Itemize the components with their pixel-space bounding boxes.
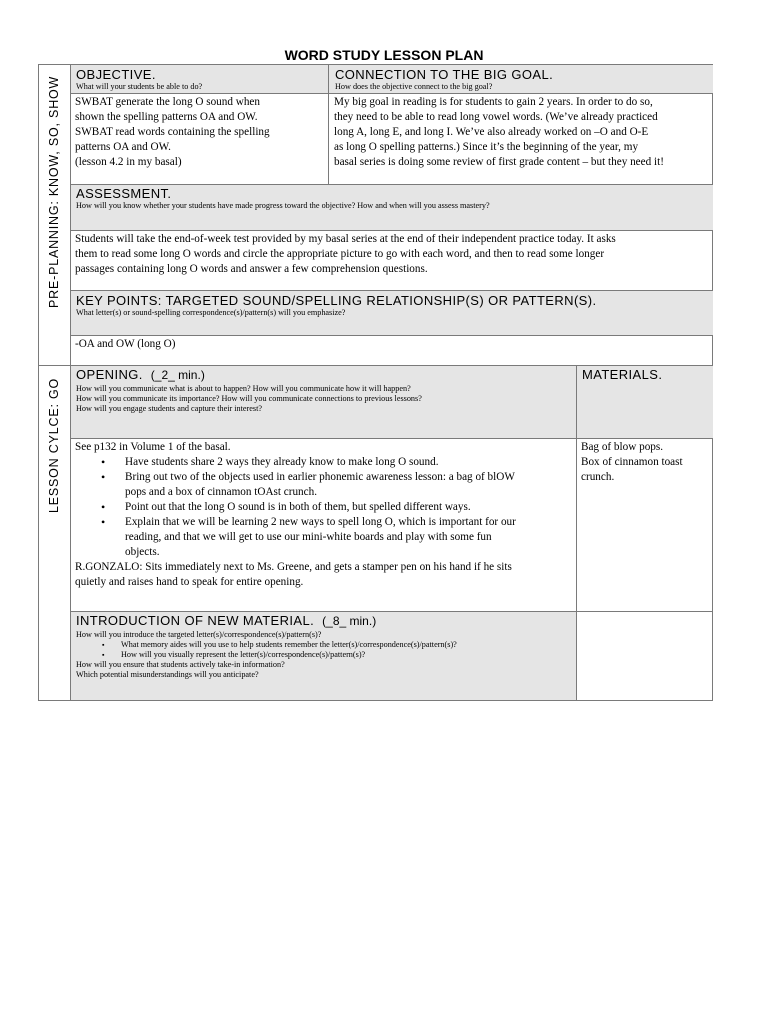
page-title: WORD STUDY LESSON PLAN	[284, 47, 484, 63]
objective-line: patterns OA and OW.	[75, 141, 171, 153]
bullet-line: objects.	[125, 546, 160, 558]
assessment-body	[75, 232, 711, 277]
introduction-title: INTRODUCTION OF NEW MATERIAL.	[76, 613, 315, 628]
introduction-time: (_8_ min.)	[322, 614, 377, 628]
keypoints-header-cell	[76, 293, 706, 318]
connection-question: How does the objective connect to the big goal?	[335, 82, 493, 91]
bullet-line: Have students share 2 ways they already know to make long O sound.	[125, 456, 439, 468]
keypoints-question: What letter(s) or sound-spelling correspondence(s)/pattern(s) will you emphasize?	[76, 308, 346, 317]
bullet-line: reading, and that we will get to use our mini-white boards and play with some fun	[125, 531, 492, 543]
connection-body	[334, 95, 713, 170]
keypoints-body	[75, 337, 705, 352]
materials-header-cell	[582, 367, 710, 382]
opening-bullet	[125, 500, 575, 515]
opening-time: (_2_ min.)	[150, 368, 205, 382]
connection-line: basal series is doing some review of first grade content – but they need it!	[334, 156, 664, 168]
lesson-cycle-label: LESSON CYLCE: GO	[47, 377, 61, 513]
connection-line: as long O spelling patterns.) Since it’s the beginning of the year, my	[334, 141, 639, 153]
lesson-plan-table	[38, 64, 713, 701]
bullet-line: • Bring out two of the objects used in earlier phonemic awareness lesson: a bag of blOW	[125, 471, 515, 483]
opening-note-line: R.GONZALO: Sits immediately next to Ms. Greene, and gets a stamper pen on his hand if he sits	[75, 561, 512, 573]
materials-line: Box of cinnamon toast	[581, 456, 683, 468]
opening-header	[76, 367, 572, 383]
objective-header-cell	[76, 67, 326, 92]
opening-bullet	[125, 455, 575, 470]
connection-line: My big goal in reading is for students to gain 2 years. In order to do so,	[334, 96, 653, 108]
introduction-question: How will you introduce the targeted letter(s)/correspondence(s)/pattern(s)?	[76, 630, 322, 639]
connection-line: they need to be able to read long vowel words. (We’ve already practiced	[334, 111, 658, 123]
objective-line: (lesson 4.2 in my basal)	[75, 156, 182, 168]
opening-intro: See p132 in Volume 1 of the basal.	[75, 441, 231, 453]
introduction-header	[76, 613, 572, 629]
assessment-line: passages containing long O words and answer a few comprehension questions.	[75, 263, 428, 275]
assessment-header-cell	[76, 186, 706, 211]
opening-question: How will you communicate what is about to happen? How will you communicate how it will happen?	[76, 384, 411, 393]
assessment-line: them to read some long O words and circle the appropriate picture to go with each word, and then to read some longer	[75, 248, 605, 260]
connection-header: CONNECTION TO THE BIG GOAL.	[335, 67, 554, 82]
objective-line: shown the spelling patterns OA and OW.	[75, 111, 258, 123]
opening-bullet	[125, 470, 575, 500]
connection-line: long A, long E, and long I. We’ve also already worked on –O and O-E	[334, 126, 649, 138]
opening-bullet	[125, 515, 575, 560]
materials-line: crunch.	[581, 471, 615, 483]
introduction-header-cell	[76, 613, 572, 680]
opening-question: How will you engage students and capture their interest?	[76, 404, 262, 413]
materials-line: Bag of blow pops.	[581, 441, 664, 453]
keypoints-header: KEY POINTS: TARGETED SOUND/SPELLING RELATIONSHIP(S) OR PATTERN(S).	[76, 293, 597, 308]
objective-question: What will your students be able to do?	[76, 82, 203, 91]
opening-question: How will you communicate its importance? How will you communicate connections to previous lessons?	[76, 394, 422, 403]
opening-header-cell	[76, 367, 572, 414]
assessment-header: ASSESSMENT.	[76, 186, 172, 201]
introduction-question: Which potential misunderstandings will you anticipate?	[76, 670, 259, 679]
bullet-line: pops and a box of cinnamon tOAst crunch.	[125, 486, 318, 498]
introduction-subquestion: ▪ How will you visually represent the letter(s)/correspondence(s)/pattern(s)?	[76, 650, 572, 660]
assessment-question: How will you know whether your students have made progress toward the objective? How and when will you assess mastery?	[76, 201, 490, 210]
introduction-question: How will you ensure that students actively take-in information?	[76, 660, 285, 669]
connection-header-cell	[335, 67, 711, 92]
assessment-line: Students will take the end-of-week test provided by my basal series at the end of their independent practice today. It asks	[75, 233, 616, 245]
objective-body	[75, 95, 327, 170]
introduction-subquestion: ▪ What memory aides will you use to help students remember the letter(s)/correspondence(s)/pattern(s)?	[76, 640, 572, 650]
opening-note-line: quietly and raises hand to speak for entire opening.	[75, 576, 304, 588]
objective-line: SWBAT read words containing the spelling	[75, 126, 270, 138]
opening-bullets	[75, 455, 575, 560]
materials-body	[581, 440, 711, 485]
bullet-line: Point out that the long O sound is in both of them, but spelled different ways.	[125, 501, 471, 513]
objective-header: OBJECTIVE.	[76, 67, 156, 82]
pre-planning-label: PRE-PLANNING: KNOW, SO, SHOW	[47, 75, 61, 308]
keypoints-answer: -OA and OW (long O)	[75, 338, 176, 350]
opening-body	[75, 440, 575, 590]
opening-title: OPENING.	[76, 367, 143, 382]
materials-header: MATERIALS.	[582, 367, 663, 382]
bullet-line: • Explain that we will be learning 2 new ways to spell long O, which is important for our	[125, 516, 516, 528]
objective-line: SWBAT generate the long O sound when	[75, 96, 260, 108]
